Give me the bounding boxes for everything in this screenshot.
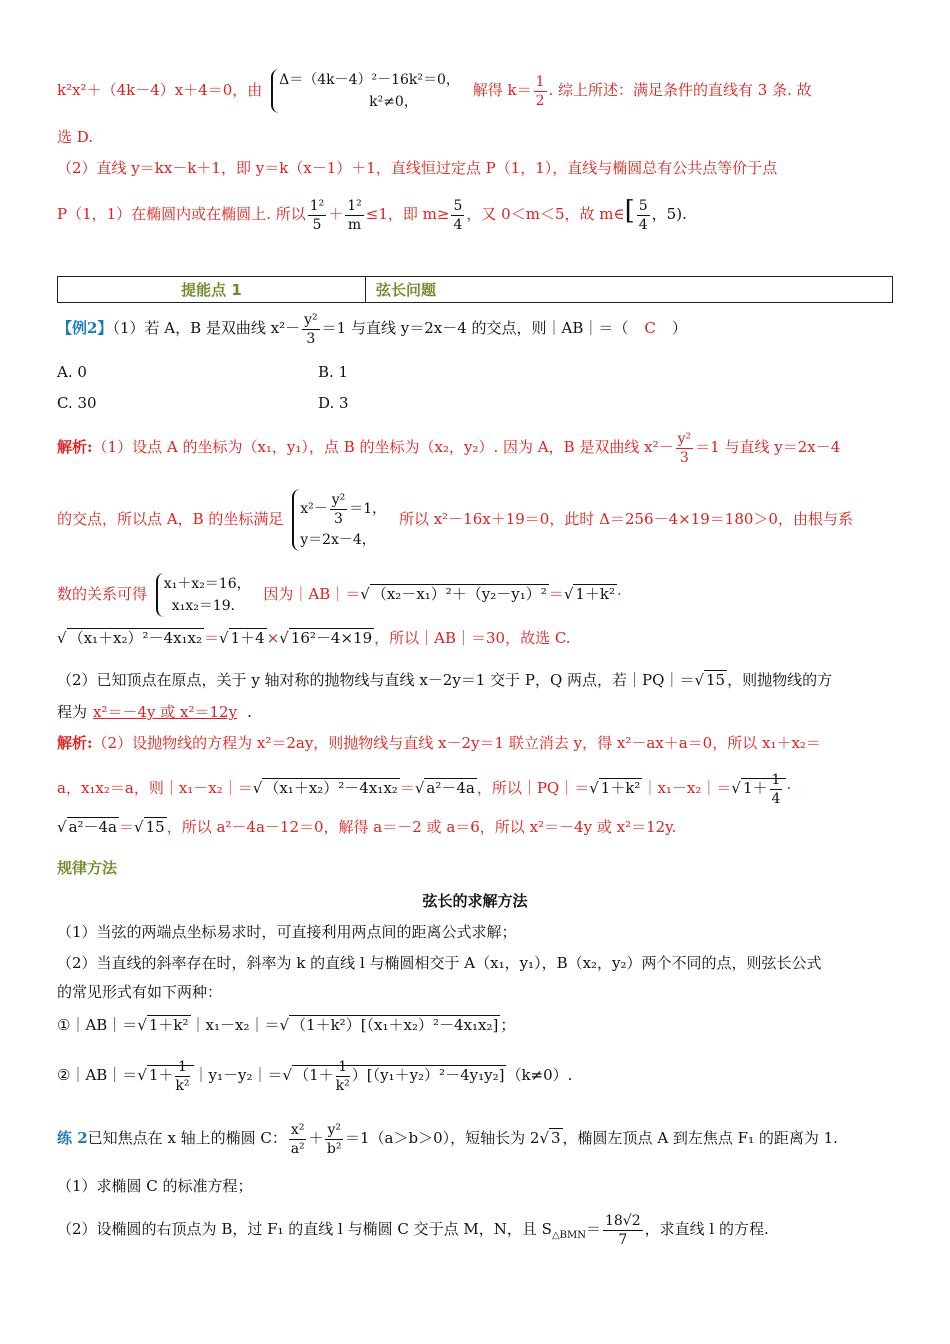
solution2-line-1 <box>57 732 821 754</box>
solution-text: ，所以｜PQ｜＝ <box>476 779 590 797</box>
system-row: Δ＝（4k－4）²－16k²＝0， <box>279 72 460 88</box>
radical: 16²－4×19 <box>290 629 373 647</box>
fraction: $\frac{\text{1²}}{m}$ <box>347 197 362 233</box>
prev-solution-line-4 <box>57 186 687 239</box>
fraction: $\frac{18√2}{7}$ <box>604 1212 641 1248</box>
method-heading: 规律方法 <box>57 859 118 877</box>
example-2-question-2: （2）已知顶点在原点，关于 y 轴对称的抛物线与直线 x－2y＝1 交于 P，Q 两点，若｜PQ｜＝√ 15 ，则抛物线的方 <box>57 671 833 689</box>
method-title: 弦长的求解方法 <box>422 892 528 910</box>
prev-text: 解得 k＝ <box>472 81 532 99</box>
fraction: $\frac{\text{y²}}{\text{b²}}$ <box>326 1121 342 1157</box>
practice-2-part-1: （1）求椭圆 C 的标准方程； <box>57 1177 253 1195</box>
prev-text: P（1，1）在椭圆内或在椭圆上. 所以 <box>57 205 306 223</box>
system-row: x²－ $\frac{\text{y²}}{3}$ ＝1， <box>300 491 387 527</box>
fraction: $\frac{\text{1²}}{5}$ <box>309 197 325 233</box>
subscript: △BMN <box>551 1230 586 1241</box>
formula-1: ①｜AB｜＝√ 1＋k² ｜x₁－x₂｜＝√ （1＋k²）[（x₁＋x₂）²－4x₁x₂] ； <box>57 1016 516 1034</box>
question-text: ＝1 与直线 y＝2x－4 的交点，则｜AB｜＝（ <box>321 319 629 337</box>
radical: 1＋k² <box>148 1016 189 1034</box>
solution-label: 解析: <box>57 734 93 752</box>
equation-system <box>271 69 460 113</box>
question-text: ＝1（a＞b＞0），短轴长为 2 <box>344 1129 540 1147</box>
answer: C <box>644 319 656 337</box>
method-point-2: （2）当直线的斜率存在时，斜率为 k 的直线 l 与椭圆相交于 A（x₁，y₁），B（x₂，y₂）两个不同的点，则弦长公式 <box>57 954 822 972</box>
prev-text: ≤1，即 m≥ <box>365 205 450 223</box>
example-tag: 【例2】 <box>57 319 113 337</box>
question-text: ，求直线 l 的方程. <box>644 1220 769 1238</box>
radical: （1＋ $\frac{1}{\text{k²}}$ ）[（y₁＋y₂）²－4y₁y₂] <box>294 1058 505 1094</box>
solution-line-2 <box>57 483 853 555</box>
solution-text: 数的关系可得 <box>57 585 148 603</box>
option-b: B. 1 <box>318 363 349 381</box>
solution-text: ，所以｜AB｜＝30，故选 C. <box>374 629 571 647</box>
solution-text: 的交点，所以点 A，B 的坐标满足 <box>57 510 284 528</box>
radical: 1＋k² <box>575 585 616 603</box>
prev-solution-line-3: （2）直线 y＝kx－k＋1，即 y＝k（x－1）＋1，直线恒过定点 P（1，1），直线与椭圆总有公共点等价于点 <box>57 159 778 177</box>
system-row: x₁x₂＝19. <box>171 598 236 614</box>
question-text: 已知焦点在 x 轴上的椭圆 C： <box>87 1129 287 1147</box>
key-point-label: 提能点 1 <box>58 277 366 303</box>
radical: a²－4a <box>426 779 475 797</box>
prev-text: k²x²＋（4k－4）x＋4＝0，由 <box>57 81 263 99</box>
practice-tag: 练 2 <box>57 1129 88 1147</box>
question-text: （1）若 A，B 是双曲线 x²－ <box>112 319 301 337</box>
option-a: A. 0 <box>57 363 87 381</box>
question-text: ，则抛物线的方 <box>727 671 833 689</box>
solution-text: （2）设抛物线的方程为 x²＝2ay，则抛物线与直线 x－2y＝1 联立消去 y，得 x²－ax＋a＝0，所以 x₁＋x₂＝ <box>92 734 821 752</box>
option-d: D. 3 <box>318 394 349 412</box>
fraction: $\frac{1}{2}$ <box>535 73 545 109</box>
method-point-1: （1）当弦的两端点坐标易求时，可直接利用两点间的距离公式求解； <box>57 923 517 941</box>
option-c: C. 30 <box>57 394 97 412</box>
solution-text: 所以 x²－16x＋19＝0，此时 Δ＝256－4×19＝180＞0，由根与系 <box>398 510 853 528</box>
solution-text: ＝1 与直线 y＝2x－4 <box>695 438 841 456</box>
solution-label: 解析: <box>57 438 93 456</box>
question-text: （2）设椭圆的右顶点为 B，过 F₁ 的直线 l 与椭圆 C 交于点 M，N，且 S <box>57 1220 552 1238</box>
key-point-table <box>57 276 893 303</box>
fraction: $\frac{\text{x²}}{\text{a²}}$ <box>290 1121 305 1157</box>
prev-solution-line-2: 选 D. <box>57 128 94 146</box>
bracket: [ <box>624 196 635 226</box>
answer-blank: x²＝－4y 或 x²＝12y <box>93 703 238 721</box>
formula-2: ②｜AB｜＝√ 1＋ $\frac{1}{\text{k²}}$ ｜y₁－y₂｜＝√ （1＋ $\frac{1}{\text{k²}}$ ）[（y₁＋y₂）²－4y₁y₂] （k≠0）. <box>57 1058 573 1094</box>
practice-2-part-2: （2）设椭圆的右顶点为 B，过 F₁ 的直线 l 与椭圆 C 交于点 M，N，且 $S_{\triangle BMN}=$ $\frac{18√2}{7}$ ，求直线 l 的方程. <box>57 1212 769 1248</box>
solution2-line-2: a，x₁x₂＝a，则｜x₁－x₂｜＝√ （x₁＋x₂）²－4x₁x₂ ＝√ a²－4a ，所以｜PQ｜＝√ 1＋k² ｜x₁－x₂｜＝√ 1＋ $\frac{1}{4}$ · <box>57 771 792 807</box>
prev-text: . 综上所述：满足条件的直线有 3 条. 故 <box>548 81 812 99</box>
solution-line-1 <box>57 424 840 470</box>
fraction: $\frac{\text{y²}}{3}$ <box>304 311 318 347</box>
question-text: （2）已知顶点在原点，关于 y 轴对称的抛物线与直线 x－2y＝1 交于 P，Q 两点，若｜PQ｜＝ <box>57 671 695 689</box>
prev-solution-line-1 <box>57 66 812 114</box>
radical: （x₁＋x₂）²－4x₁x₂ <box>68 629 203 647</box>
radical: 1＋k² <box>600 779 641 797</box>
radical: 1＋ $\frac{1}{4}$ <box>741 778 786 797</box>
question-text: ，椭圆左顶点 A 到左焦点 F₁ 的距离为 1. <box>562 1129 838 1147</box>
operator: ＋ <box>328 205 344 223</box>
prev-text: ，5). <box>651 205 687 223</box>
fraction: $\frac{5}{4}$ <box>638 197 648 233</box>
example-2-question-2-cont: 程为 x²＝－4y 或 x²＝12y . <box>57 703 252 721</box>
solution-text: a，x₁x₂＝a，则｜x₁－x₂｜＝ <box>57 779 253 797</box>
equation-system <box>292 489 386 551</box>
example-2-question-1 <box>57 305 687 351</box>
key-point-topic: 弦长问题 <box>366 277 893 303</box>
prev-text: ，又 0＜m＜5，故 m∈ <box>466 205 625 223</box>
radical: 1＋4 <box>230 629 265 647</box>
radical: 3 <box>551 1129 561 1147</box>
system-row: y＝2x－4， <box>300 532 376 548</box>
radical: 15 <box>706 671 726 689</box>
radical: 15 <box>145 818 165 836</box>
fraction: $\frac{\text{y²}}{3}$ <box>677 430 692 466</box>
system-row: x₁＋x₂＝16， <box>163 576 251 592</box>
radical: （x₁＋x₂）²－4x₁x₂ <box>264 779 398 797</box>
solution-text: 因为｜AB｜＝ <box>263 585 361 603</box>
solution-text: （1）设点 A 的坐标为（x₁，y₁），点 B 的坐标为（x₂，y₂）. 因为 A，B 是双曲线 x²－ <box>92 438 674 456</box>
solution-line-4: √ （x₁＋x₂）²－4x₁x₂ ＝√ 1＋4 ×√ 16²－4×19 ，所以｜AB｜＝30，故选 C. <box>57 629 571 647</box>
solution-text: ，所以 a²－4a－12＝0，解得 a＝－2 或 a＝6，所以 x²＝－4y 或 x²＝12y. <box>166 818 677 836</box>
system-row: k²≠0， <box>369 94 418 110</box>
method-point-2-cont: 的常见形式有如下两种： <box>57 983 223 1001</box>
question-text: 程为 <box>57 703 88 721</box>
solution-line-3: 数的关系可得 x₁＋x₂＝16， x₁x₂＝19. 因为｜AB｜＝√ （x₂－x₁）²＋（y₂－y₁）² ＝√ 1＋k² · <box>57 566 622 622</box>
solution2-line-3: √ a²－4a ＝√ 15 ，所以 a²－4a－12＝0，解得 a＝－2 或 a＝6，所以 x²＝－4y 或 x²＝12y. <box>57 818 677 836</box>
radical: （x₂－x₁）²＋（y₂－y₁）² <box>371 585 547 603</box>
practice-2-line-1: 练 2已知焦点在 x 轴上的椭圆 C： $\frac{\text{x²}}{\text{a²}}$ ＋ $\frac{\text{y²}}{\text{b²}}$ ＝1（a＞b＞0），短轴长为 2√ 3 ，椭圆左顶点 A 到左焦点 F₁ 的距离为 1. <box>57 1121 838 1157</box>
radical: （1＋k²）[（x₁＋x₂）²－4x₁x₂] <box>291 1016 499 1034</box>
equation-system <box>156 573 251 617</box>
radical: a²－4a <box>68 818 118 836</box>
radical: 1＋ $\frac{1}{\text{k²}}$ <box>147 1065 194 1084</box>
question-text: ） <box>671 319 687 337</box>
fraction: $\frac{5}{4}$ <box>453 197 463 233</box>
